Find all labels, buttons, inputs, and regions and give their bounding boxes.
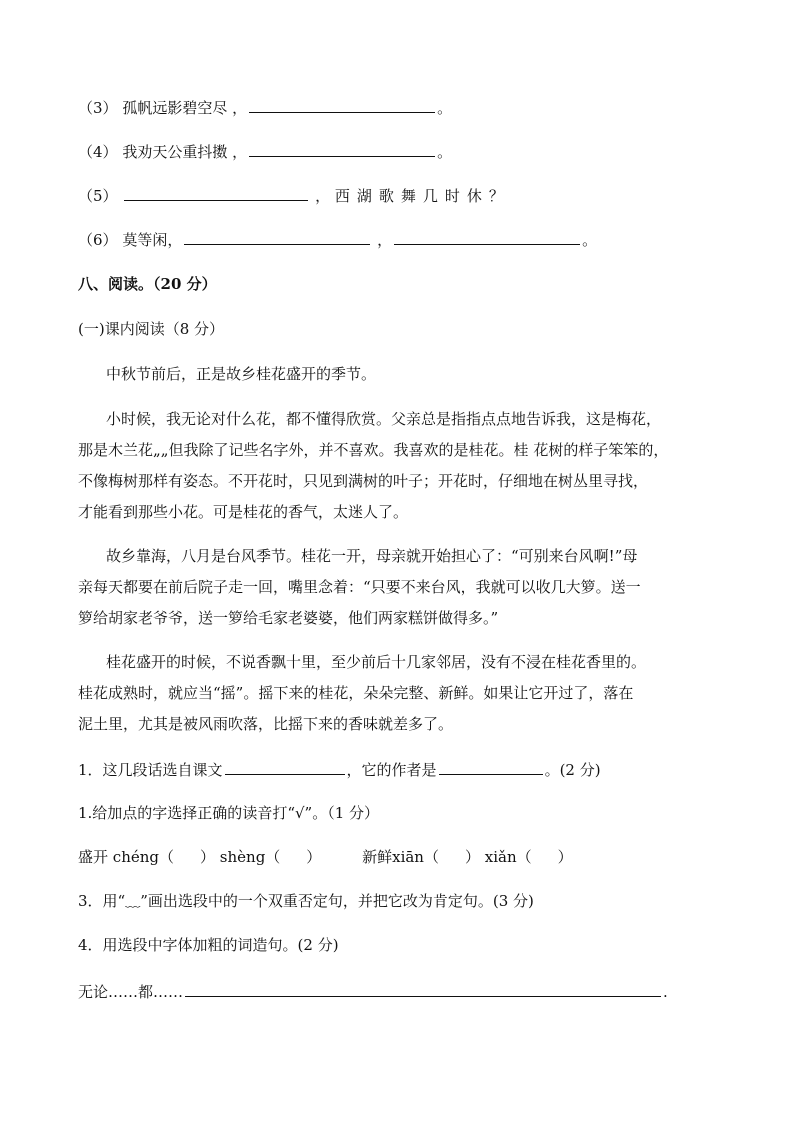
answer-blank[interactable] xyxy=(249,96,435,113)
passage-line: 不像梅树那样有姿态。不开花时，只见到满树的叶子；开花时，仔细地在树丛里寻找， xyxy=(78,472,649,490)
passage-line: 桂花盛开的时候，不说香飘十里，至少前后十几家邻居，没有不浸在桂花香里的。 xyxy=(106,653,647,671)
pinyin-close: ） xyxy=(464,848,480,866)
answer-blank[interactable] xyxy=(249,140,435,157)
question-text: 。(2 分) xyxy=(544,761,601,779)
pinyin-option: chéng（ xyxy=(112,848,174,866)
question-1 xyxy=(78,758,724,781)
poem-text: 莫等闲， xyxy=(122,231,183,249)
pinyin-close: ） xyxy=(306,848,322,866)
section-title: 八、阅读。（20 分） xyxy=(78,275,217,293)
poem-comma: ， xyxy=(377,231,393,249)
question-3: 3．用“﹏”画出选段中的一个双重否定句，并把它改为肯定句。(3 分) xyxy=(78,892,534,910)
passage-line: 亲每天都要在前后院子走一回，嘴里念着：“只要不来台风，我就可以收几大箩。送一 xyxy=(78,578,641,596)
answer-blank[interactable] xyxy=(184,228,370,245)
question-text: ，它的作者是 xyxy=(346,761,437,779)
poem-text: 孤帆远影碧空尽 ， xyxy=(122,99,248,117)
word-label: 新鲜 xyxy=(362,848,393,866)
section-subtitle: (一)课内阅读（8 分） xyxy=(78,320,225,338)
poem-text: 西湖歌舞几时休？ xyxy=(334,187,511,205)
sentence-prefix: 无论……都…… xyxy=(78,983,184,1001)
poem-end: 。 xyxy=(437,99,453,117)
poem-number: （5） xyxy=(78,187,118,205)
passage-line: 那是木兰花„„但我除了记些名字外，并不喜欢。我喜欢的是桂花。桂 花树的样子笨笨的， xyxy=(78,441,669,459)
pinyin-option: shèng（ xyxy=(219,848,281,866)
answer-blank[interactable] xyxy=(185,980,661,997)
poem-line-6 xyxy=(78,228,724,251)
poem-number: （3） xyxy=(78,99,118,117)
question-2-options xyxy=(78,846,724,868)
poem-end: 。 xyxy=(582,231,598,249)
passage-line: 故乡靠海，八月是台风季节。桂花一开，母亲就开始担心了：“可别来台风啊!”母 xyxy=(106,547,638,565)
pinyin-close: ） xyxy=(557,848,573,866)
question-2: 1.给加点的字选择正确的读音打“√”。（1 分） xyxy=(78,804,380,822)
poem-line-3 xyxy=(78,96,724,119)
passage-line: 中秋节前后，正是故乡桂花盛开的季节。 xyxy=(106,365,377,383)
poem-comma: ， xyxy=(315,187,331,205)
poem-line-5 xyxy=(78,184,724,207)
answer-blank[interactable] xyxy=(439,758,543,775)
passage-line: 桂花成熟时，就应当“摇”。摇下来的桂花，朵朵完整、新鲜。如果让它开过了，落在 xyxy=(78,684,634,702)
poem-text: 我劝天公重抖擞 ， xyxy=(122,143,248,161)
answer-blank[interactable] xyxy=(394,228,580,245)
pinyin-close: ） xyxy=(200,848,216,866)
poem-number: （6） xyxy=(78,231,118,249)
poem-line-4 xyxy=(78,140,724,163)
question-4: 4．用选段中字体加粗的词造句。(2 分) xyxy=(78,936,339,954)
answer-blank[interactable] xyxy=(225,758,345,775)
poem-number: （4） xyxy=(78,143,118,161)
pinyin-option: xiān（ xyxy=(392,848,439,866)
poem-end: 。 xyxy=(437,143,453,161)
sentence-end: . xyxy=(663,983,668,1001)
passage-line: 箩给胡家老爷爷，送一箩给毛家老婆婆，他们两家糕饼做得多。” xyxy=(78,609,499,627)
passage-line: 泥土里，尤其是被风雨吹落，比摇下来的香味就差多了。 xyxy=(78,715,454,733)
word-label: 盛开 xyxy=(78,848,109,866)
passage-line: 才能看到那些小花。可是桂花的香气，太迷人了。 xyxy=(78,503,409,521)
question-4-answer xyxy=(78,980,724,1003)
passage-line: 小时候，我无论对什么花，都不懂得欣赏。父亲总是指指点点地告诉我，这是梅花， xyxy=(106,410,662,428)
answer-blank[interactable] xyxy=(124,184,308,201)
pinyin-option: xiǎn（ xyxy=(484,848,532,866)
question-text: 1．这几段话选自课文 xyxy=(78,761,223,779)
